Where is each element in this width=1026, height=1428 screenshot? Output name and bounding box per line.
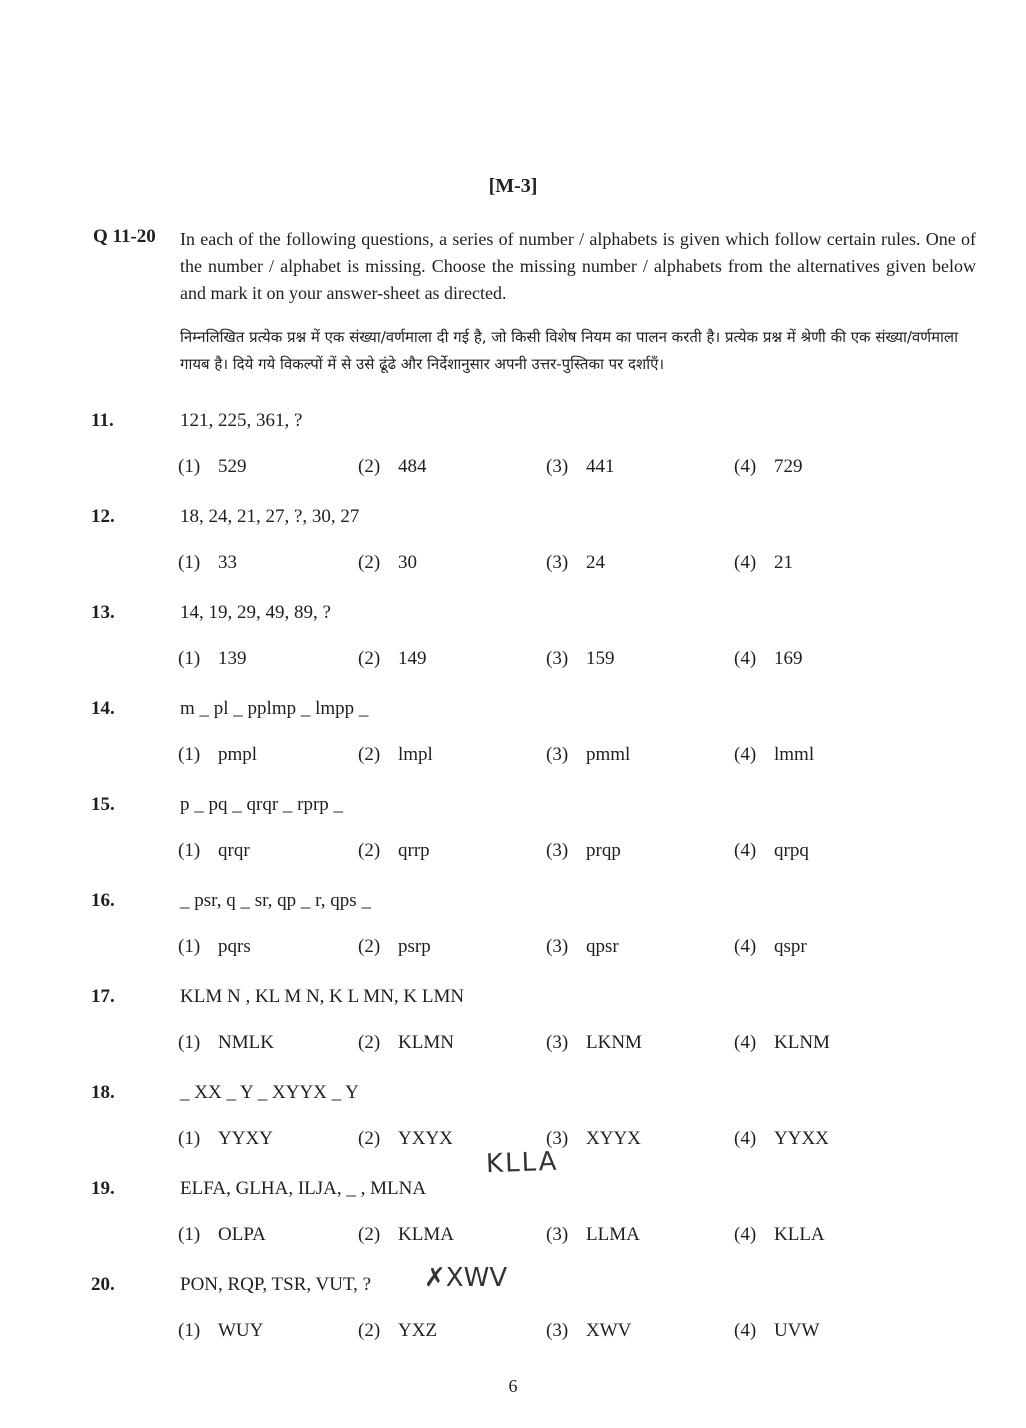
option-2	[358, 1224, 454, 1246]
option-4	[734, 840, 809, 862]
option-value: pmml	[586, 744, 631, 765]
cross-mark-icon: ✗	[424, 1263, 446, 1293]
option-number: (2)	[358, 552, 381, 573]
option-value: 169	[774, 648, 803, 669]
option-value: 159	[586, 648, 615, 669]
question-13	[0, 602, 1026, 698]
option-3	[546, 1032, 642, 1054]
option-4	[734, 1320, 819, 1342]
option-number: (1)	[178, 936, 201, 957]
option-value: 139	[218, 648, 247, 669]
option-number: (1)	[178, 744, 201, 765]
option-number: (2)	[358, 456, 381, 477]
option-3	[546, 648, 615, 670]
question-number: 20.	[91, 1274, 115, 1295]
option-2	[358, 1128, 453, 1150]
option-value: lmpl	[398, 744, 433, 765]
option-number: (3)	[546, 552, 569, 573]
option-3	[546, 1128, 641, 1150]
instructions-english: In each of the following questions, a series of number / alphabets is given which follow certain rules. One of the number / alphabet is missing. Choose the missing number / alphabets from the alternatives given below and mark it on your answer-sheet as directed.	[180, 229, 976, 303]
option-value: lmml	[774, 744, 815, 765]
option-number: (2)	[358, 648, 381, 669]
question-12	[0, 506, 1026, 602]
question-text: m _ pl _ pplmp _ lmpp _	[180, 698, 369, 719]
option-1	[178, 1320, 263, 1342]
option-1	[178, 840, 250, 862]
option-1	[178, 1032, 274, 1054]
option-3	[546, 936, 619, 958]
question-text: PON, RQP, TSR, VUT, ?	[180, 1274, 372, 1295]
option-number: (1)	[178, 1224, 201, 1245]
option-2	[358, 744, 433, 766]
page-number: 6	[508, 1376, 518, 1396]
option-value: XWV	[586, 1320, 632, 1341]
section-label: Q 11-20	[93, 226, 156, 247]
option-number: (4)	[734, 648, 757, 669]
option-2	[358, 1320, 437, 1342]
question-text: _ psr, q _ sr, qp _ r, qps _	[180, 890, 371, 911]
option-2	[358, 648, 427, 670]
option-number: (3)	[546, 1032, 569, 1053]
option-2	[358, 936, 431, 958]
option-number: (4)	[734, 744, 757, 765]
option-number: (1)	[178, 456, 201, 477]
option-4	[734, 744, 814, 766]
option-number: (3)	[546, 840, 569, 861]
option-value: pmpl	[218, 744, 258, 765]
option-number: (2)	[358, 1224, 381, 1245]
option-number: (2)	[358, 744, 381, 765]
option-number: (4)	[734, 1320, 757, 1341]
option-2	[358, 456, 427, 478]
question-20	[0, 1274, 1026, 1370]
option-3	[546, 456, 615, 478]
instructions-hindi: निम्नलिखित प्रत्येक प्रश्न में एक संख्या/वर्णमाला दी गई है, जो किसी विशेष नियम का पालन करती है। प्रत्येक प्रश्न में श्रेणी की एक संख्या/वर्णमाला गायब है। दिये गये विकल्पों में से उसे ढूंढे और निर्देशानुसार अपनी उत्तर-पुस्तिका पर दर्शाएँ।	[180, 328, 958, 373]
option-3	[546, 552, 605, 574]
option-1	[178, 744, 257, 766]
question-number: 12.	[91, 506, 115, 527]
option-number: (1)	[178, 552, 201, 573]
option-4	[734, 456, 803, 478]
option-value: KLMN	[398, 1032, 454, 1053]
option-value: YXZ	[398, 1320, 438, 1341]
question-14	[0, 698, 1026, 794]
question-text: KLM N , KL M N, K L MN, K LMN	[180, 986, 465, 1007]
option-number: (1)	[178, 1320, 201, 1341]
option-3	[546, 744, 630, 766]
option-value: 149	[398, 648, 427, 669]
question-number: 13.	[91, 602, 115, 623]
option-number: (1)	[178, 1032, 201, 1053]
option-value: qrpq	[774, 840, 809, 861]
option-value: KLMA	[398, 1224, 454, 1245]
option-value: 484	[398, 456, 427, 477]
option-1	[178, 936, 251, 958]
option-1	[178, 552, 237, 574]
question-19	[0, 1178, 1026, 1274]
handwritten-note-q20: ✗XWV	[424, 1263, 508, 1293]
option-value: qrrp	[398, 840, 430, 861]
question-11	[0, 410, 1026, 506]
option-value: KLNM	[774, 1032, 830, 1053]
question-15	[0, 794, 1026, 890]
option-4	[734, 1224, 825, 1246]
option-value: 441	[586, 456, 615, 477]
option-number: (3)	[546, 744, 569, 765]
option-number: (3)	[546, 1128, 569, 1149]
option-value: pqrs	[218, 936, 251, 957]
option-4	[734, 1032, 830, 1054]
option-number: (4)	[734, 552, 757, 573]
question-number: 14.	[91, 698, 115, 719]
option-number: (3)	[546, 1224, 569, 1245]
option-value: 529	[218, 456, 247, 477]
option-number: (4)	[734, 1032, 757, 1053]
option-value: qrqr	[218, 840, 250, 861]
question-17	[0, 986, 1026, 1082]
option-value: WUY	[218, 1320, 264, 1341]
option-number: (1)	[178, 648, 201, 669]
option-4	[734, 552, 793, 574]
option-value: LLMA	[586, 1224, 640, 1245]
option-3	[546, 840, 621, 862]
option-1	[178, 456, 247, 478]
option-number: (2)	[358, 1032, 381, 1053]
option-4	[734, 648, 803, 670]
option-number: (4)	[734, 840, 757, 861]
option-number: (4)	[734, 456, 757, 477]
question-number: 17.	[91, 986, 115, 1007]
option-4	[734, 1128, 829, 1150]
option-value: YYXX	[774, 1128, 829, 1149]
option-value: 30	[398, 552, 417, 573]
question-number: 19.	[91, 1178, 115, 1199]
option-value: OLPA	[218, 1224, 266, 1245]
option-number: (2)	[358, 840, 381, 861]
option-2	[358, 840, 430, 862]
question-number: 18.	[91, 1082, 115, 1103]
option-number: (4)	[734, 1128, 757, 1149]
question-text: p _ pq _ qrqr _ rprp _	[180, 794, 344, 815]
question-number: 16.	[91, 890, 115, 911]
question-16	[0, 890, 1026, 986]
option-1	[178, 1224, 266, 1246]
option-value: XYYX	[586, 1128, 641, 1149]
page-header: [M-3]	[488, 175, 538, 197]
question-text: 18, 24, 21, 27, ?, 30, 27	[180, 506, 360, 527]
option-value: qpsr	[586, 936, 619, 957]
option-number: (1)	[178, 840, 201, 861]
option-1	[178, 648, 247, 670]
question-number: 15.	[91, 794, 115, 815]
option-number: (4)	[734, 936, 757, 957]
option-2	[358, 552, 417, 574]
question-text: 14, 19, 29, 49, 89, ?	[180, 602, 331, 623]
option-number: (3)	[546, 648, 569, 669]
option-3	[546, 1320, 631, 1342]
option-1	[178, 1128, 273, 1150]
handwritten-note-q19: KLLA	[485, 1146, 559, 1180]
option-value: 33	[218, 552, 237, 573]
option-value: 21	[774, 552, 793, 573]
option-value: LKNM	[586, 1032, 642, 1053]
option-value: UVW	[774, 1320, 820, 1341]
option-number: (1)	[178, 1128, 201, 1149]
option-number: (3)	[546, 936, 569, 957]
option-value: qspr	[774, 936, 807, 957]
option-number: (2)	[358, 1320, 381, 1341]
option-number: (4)	[734, 1224, 757, 1245]
question-text: ELFA, GLHA, ILJA, _ , MLNA	[180, 1178, 427, 1199]
option-value: prqp	[586, 840, 621, 861]
option-value: NMLK	[218, 1032, 274, 1053]
option-number: (2)	[358, 1128, 381, 1149]
option-number: (3)	[546, 456, 569, 477]
option-3	[546, 1224, 640, 1246]
option-value: psrp	[398, 936, 431, 957]
option-value: 729	[774, 456, 803, 477]
option-value: YYXY	[218, 1128, 273, 1149]
question-text: _ XX _ Y _ XYYX _ Y	[180, 1082, 359, 1103]
option-value: YXYX	[398, 1128, 453, 1149]
option-2	[358, 1032, 454, 1054]
option-value: 24	[586, 552, 605, 573]
question-text: 121, 225, 361, ?	[180, 410, 303, 431]
question-number: 11.	[91, 410, 114, 431]
option-number: (2)	[358, 936, 381, 957]
option-value: KLLA	[774, 1224, 825, 1245]
option-4	[734, 936, 807, 958]
option-number: (3)	[546, 1320, 569, 1341]
